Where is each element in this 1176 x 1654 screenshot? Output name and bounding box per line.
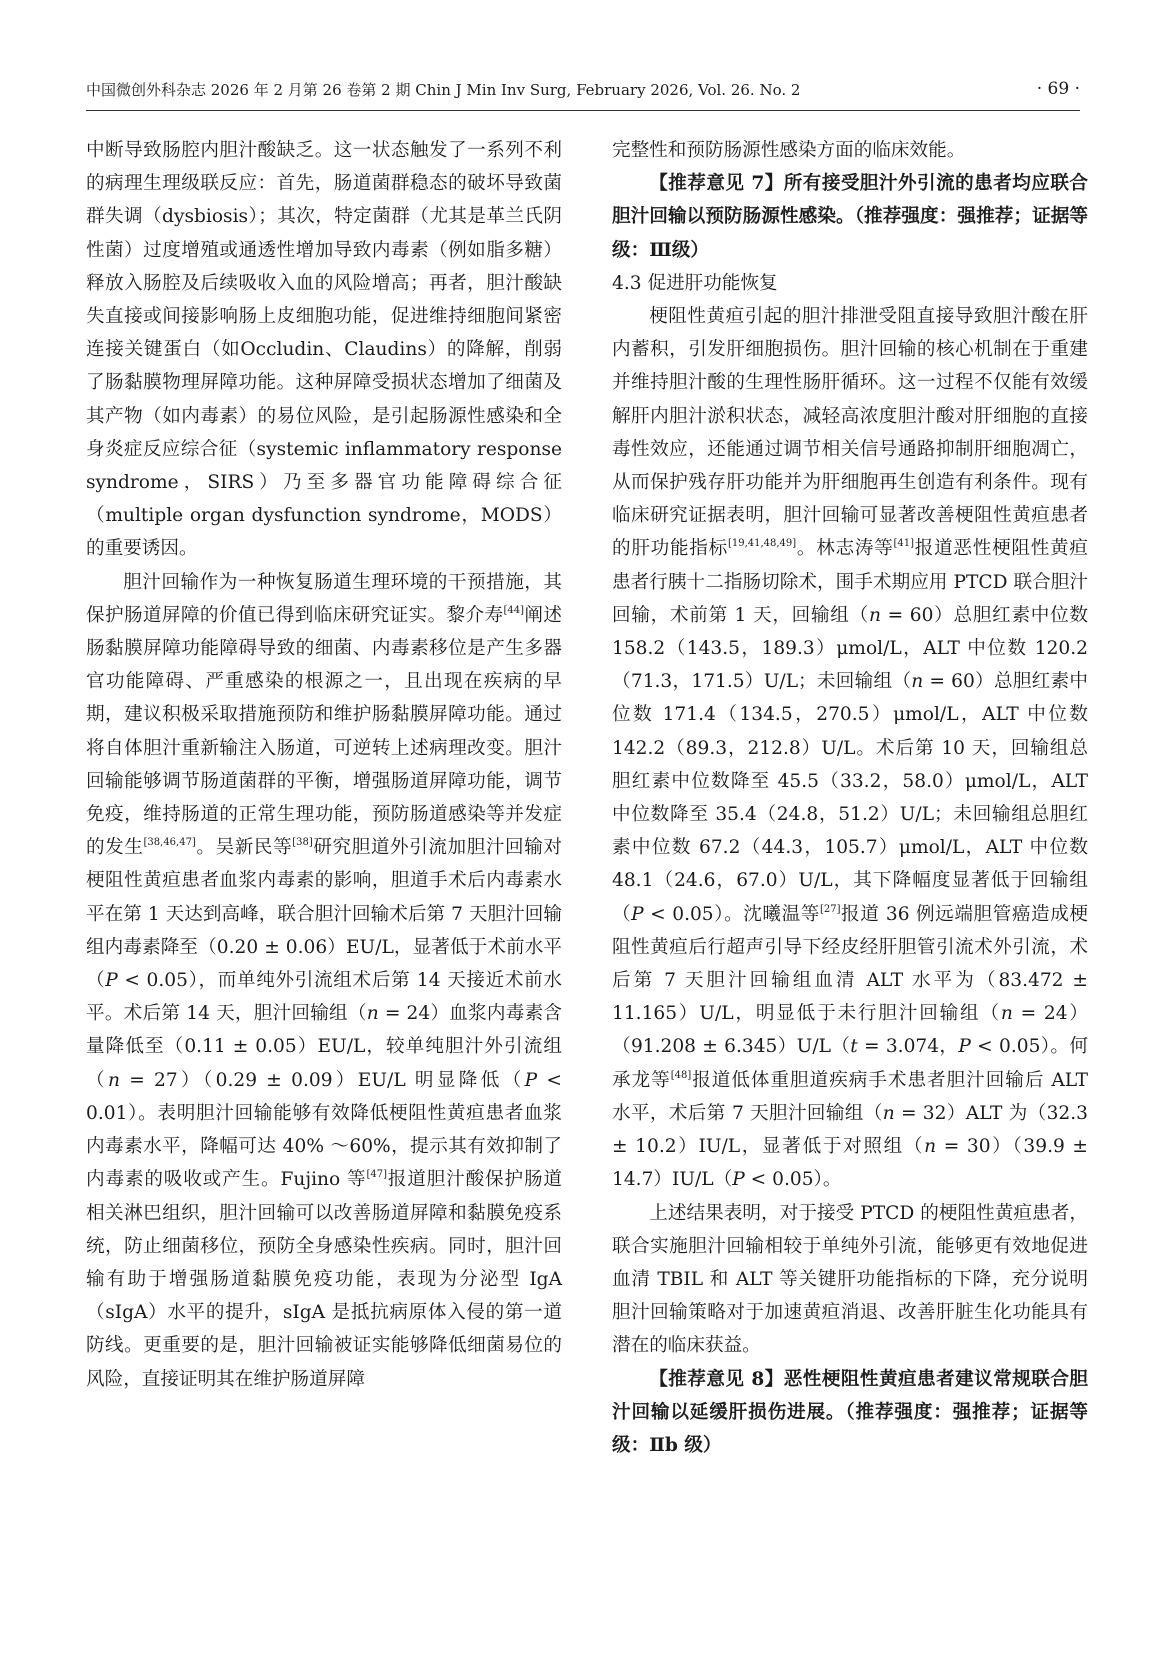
citation: [44]	[503, 604, 525, 616]
citation: [38]	[292, 837, 313, 849]
citation: [38,46,47]	[143, 837, 196, 849]
right-column	[612, 134, 1088, 1462]
citation: [41]	[893, 538, 915, 550]
page-number: · 69 ·	[1036, 79, 1080, 99]
paragraph-bile-reinfusion-barrier: 胆汁回输作为一种恢复肠道生理环境的干预措施，其保护肠道屏障的价值已得到临床研究证实。黎介寿[44]阐述肠黏膜屏障功能障碍导致的细菌、内毒素移位是产生多器官功能障碍、严重感染的根源之一，且出现在疾病的早期，建议积极采取措施预防和维护肠黏膜屏障功能。通过将自体胆汁重新输注入肠道，可逆转上述病理改变。胆汁回输能够调节肠道菌群的平衡，增强肠道屏障功能，调节免疫，维持肠道的正常生理功能，预防肠道感染等并发症的发生[38,46,47]。吴新民等[38]研究胆道外引流加胆汁回输对梗阻性黄疸患者血浆内毒素的影响，胆道手术后内毒素水平在第 1 天达到高峰，联合胆汁回输术后第 7 天胆汁回输组内毒素降至（0.20 ± 0.06）EU/L，显著低于术前水平（P < 0.05），而单纯外引流组术后第 14 天接近术前水平。术后第 14 天，胆汁回输组（n = 24）血浆内毒素含量降低至（0.11 ± 0.05）EU/L，较单纯胆汁外引流组（n = 27）（0.29 ± 0.09）EU/L 明显降低（P < 0.01）。表明胆汁回输能够有效降低梗阻性黄疸患者血浆内毒素水平，降幅可达 40% ～60%，提示其有效抑制了内毒素的吸收或产生。Fujino 等[47]报道胆汁酸保护肠道相关淋巴组织，胆汁回输可以改善肠道屏障和黏膜免疫系统，防止细菌移位，预防全身感染性疾病。同时，胆汁回输有助于增强肠道黏膜免疫功能，表现为分泌型 IgA（sIgA）水平的提升，sIgA 是抵抗病原体入侵的第一道防线。更重要的是，胆汁回输被证实能够降低细菌易位的风险，直接证明其在维护肠道屏障	[86, 571, 563, 1390]
recommendation-8: 【推荐意见 8】恶性梗阻性黄疸患者建议常规联合胆汁回输以延缓肝损伤进展。（推荐强度：强推荐；证据等级：Ⅱb 级）	[612, 1368, 1088, 1456]
paragraph-continuation: 完整性和预防肠源性感染方面的临床效能。	[612, 140, 966, 161]
paragraph-liver-function: 梗阻性黄疸引起的胆汁排泄受阻直接导致胆汁酸在肝内蓄积，引发肝细胞损伤。胆汁回输的核心机制在于重建并维持胆汁酸的生理性肠肝循环。这一过程不仅能有效缓解肝内胆汁淤积状态，减轻高浓度胆汁酸对肝细胞的直接毒性效应，还能通过调节相关信号通路抑制肝细胞凋亡，从而保护残存肝功能并为肝细胞再生创造有利条件。现有临床研究证据表明，胆汁回输可显著改善梗阻性黄疸患者的肝功能指标[19,41,48,49]。林志涛等[41]报道恶性梗阻性黄疸患者行胰十二指肠切除术，围手术期应用 PTCD 联合胆汁回输，术前第 1 天，回输组（n = 60）总胆红素中位数 158.2（143.5，189.3）μmol/L，ALT 中位数 120.2（71.3，171.5）U/L；未回输组（n = 60）总胆红素中位数 171.4（134.5，270.5）μmol/L，ALT 中位数 142.2（89.3，212.8）U/L。术后第 10 天，回输组总胆红素中位数降至 45.5（33.2，58.0）μmol/L，ALT 中位数降至 35.4（24.8，51.2）U/L；未回输组总胆红素中位数 67.2（44.3，105.7）μmol/L，ALT 中位数 48.1（24.6，67.0）U/L，其下降幅度显著低于回输组（P < 0.05）。沈曦温等[27]报道 36 例远端胆管癌造成梗阻性黄疸后行超声引导下经皮经肝胆管引流术外引流，术后第 7 天胆汁回输组血清 ALT 水平为（83.472 ± 11.165）U/L，明显低于未行胆汁回输组（n = 24）（91.208 ± 6.345）U/L（t = 3.074，P < 0.05）。何承龙等[48]报道低体重胆道疾病手术患者胆汁回输后 ALT 水平，术后第 7 天胆汁回输组（n = 32）ALT 为（32.3 ± 10.2）IU/L，显著低于对照组（n = 30）（39.9 ± 14.7）IU/L（P < 0.05）。	[612, 306, 1089, 1191]
left-column	[86, 134, 562, 1396]
paragraph-intestinal-barrier: 中断导致肠腔内胆汁酸缺乏。这一状态触发了一系列不利的病理生理级联反应：首先，肠道菌群稳态的破坏导致菌群失调（dysbiosis）；其次，特定菌群（尤其是革兰氏阴性菌）过度增殖或通透性增加导致内毒素（例如脂多糖）释放入肠腔及后续吸收入血的风险增高；再者，胆汁酸缺失直接或间接影响肠上皮细胞功能，促进维持细胞间紧密连接关键蛋白（如Occludin、Claudins）的降解，削弱了肠黏膜物理屏障功能。这种屏障受损状态增加了细菌及其产物（如内毒素）的易位风险，是引起肠源性感染和全身炎症反应综合征（systemic inflammatory response syndrome，SIRS）乃至多器官功能障碍综合征（multiple organ dysfunction syndrome，MODS）的重要诱因。	[86, 140, 562, 560]
recommendation-7: 【推荐意见 7】所有接受胆汁外引流的患者均应联合胆汁回输以预防肠源性感染。（推荐强度：强推荐；证据等级：Ⅲ级）	[612, 173, 1088, 261]
section-heading-4-3: 4.3 促进肝功能恢复	[612, 272, 778, 294]
citation: [27]	[819, 903, 841, 915]
citation: [19,41,48,49]	[727, 538, 797, 550]
journal-line: 中国微创外科杂志 2026 年 2 月第 26 卷第 2 期 Chin J Min Inv Surg, February 2026, Vol. 26. No. 2	[86, 81, 801, 99]
citation: [47]	[366, 1169, 387, 1181]
running-header	[86, 76, 1080, 111]
citation: [48]	[670, 1069, 692, 1081]
paragraph-summary: 上述结果表明，对于接受 PTCD 的梗阻性黄疸患者，联合实施胆汁回输相较于单纯外引流，能够更有效地促进血清 TBIL 和 ALT 等关键肝功能指标的下降，充分说明胆汁回输策略对于加速黄疸消退、改善肝脏生化功能具有潜在的临床获益。	[612, 1202, 1088, 1357]
